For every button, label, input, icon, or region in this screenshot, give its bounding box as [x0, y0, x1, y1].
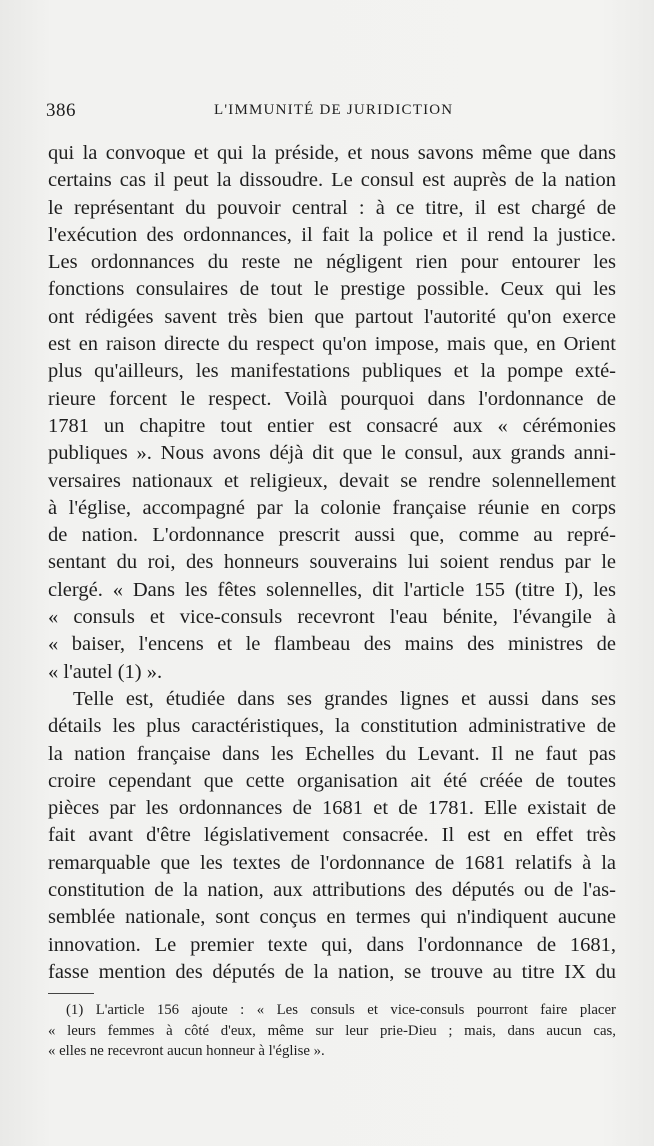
- footnote-rule: [48, 993, 94, 994]
- text-line: innovation. Le premier texte qui, dans l'ordonnance de 1681,: [48, 933, 616, 956]
- text-line: fasse mention des députés de la nation, se trouve au titre IX du: [48, 960, 616, 983]
- text-line: Les ordonnances du reste ne négligent rien pour entourer les: [48, 251, 616, 274]
- text-line: croire cependant que cette organisation ait été créée de toutes: [48, 769, 616, 792]
- footnote-line: (1) L'article 156 ajoute : « Les consuls et vice-consuls pourront faire placer: [66, 1002, 616, 1018]
- footnote-line: « elles ne recevront aucun honneur à l'église ».: [48, 1043, 325, 1059]
- text-line: publiques ». Nous avons déjà dit que le consul, aux grands anni-: [48, 442, 616, 465]
- text-line: semblée nationale, sont conçus en termes qui n'indiquent aucune: [48, 906, 616, 929]
- text-line: la nation française dans les Echelles du Levant. Il ne faut pas: [48, 742, 616, 765]
- page-header: [46, 100, 616, 124]
- text-line: qui la convoque et qui la préside, et nous savons même que dans: [48, 142, 616, 164]
- text-line: pièces par les ordonnances de 1681 et de 1781. Elle existait de: [48, 797, 616, 820]
- footnotes: [48, 1000, 616, 1062]
- text-line: fait avant d'être législativement consacrée. Il est en effet très: [48, 824, 616, 847]
- text-line: de nation. L'ordonnance prescrit aussi que, comme au repré-: [48, 524, 616, 547]
- text-line: Telle est, étudiée dans ses grandes lignes et aussi dans ses: [73, 687, 616, 710]
- running-title: L'IMMUNITÉ DE JURIDICTION: [214, 102, 454, 118]
- text-line: 1781 un chapitre tout entier est consacré aux « cérémonies: [48, 414, 616, 437]
- body-text: [48, 140, 616, 986]
- page-number: 386: [46, 100, 76, 121]
- text-line: « consuls et vice-consuls recevront l'eau bénite, l'évangile à: [48, 606, 616, 629]
- footnote-line: « leurs femmes à côté d'eux, même sur leur prie-Dieu ; mais, dans aucun cas,: [48, 1022, 616, 1039]
- text-line: sentant du roi, des honneurs souverains lui soient rendus par le: [48, 551, 616, 574]
- text-line: fonctions consulaires de tout le prestige possible. Ceux qui les: [48, 278, 616, 301]
- text-line: « baiser, l'encens et le flambeau des mains des ministres de: [48, 633, 616, 656]
- text-line: est en raison directe du respect qu'on impose, mais que, en Orient: [48, 333, 616, 356]
- text-line: l'exécution des ordonnances, il fait la police et il rend la justice.: [48, 223, 616, 246]
- text-line: certains cas il peut la dissoudre. Le consul est auprès de la nation: [48, 169, 616, 192]
- text-line: remarquable que les textes de l'ordonnance de 1681 relatifs à la: [48, 851, 616, 874]
- text-line: constitution de la nation, aux attributions des députés ou de l'as-: [48, 879, 616, 902]
- text-line: clergé. « Dans les fêtes solennelles, dit l'article 155 (titre I), les: [48, 578, 616, 601]
- text-line: « l'autel (1) ».: [48, 660, 163, 683]
- text-line: le représentant du pouvoir central : à ce titre, il est chargé de: [48, 196, 616, 219]
- text-line: rieure forcent le respect. Voilà pourquoi dans l'ordonnance de: [48, 387, 616, 410]
- text-line: plus qu'ailleurs, les manifestations publiques et la pompe exté-: [48, 360, 616, 383]
- text-line: versaires nationaux et religieux, devait se rendre solennellement: [48, 469, 616, 492]
- text-line: à l'église, accompagné par la colonie française réunie en corps: [48, 496, 616, 519]
- text-line: ont rédigées savent très bien que partout l'autorité qu'on exerce: [48, 305, 616, 328]
- text-line: détails les plus caractéristiques, la constitution administrative de: [48, 715, 616, 738]
